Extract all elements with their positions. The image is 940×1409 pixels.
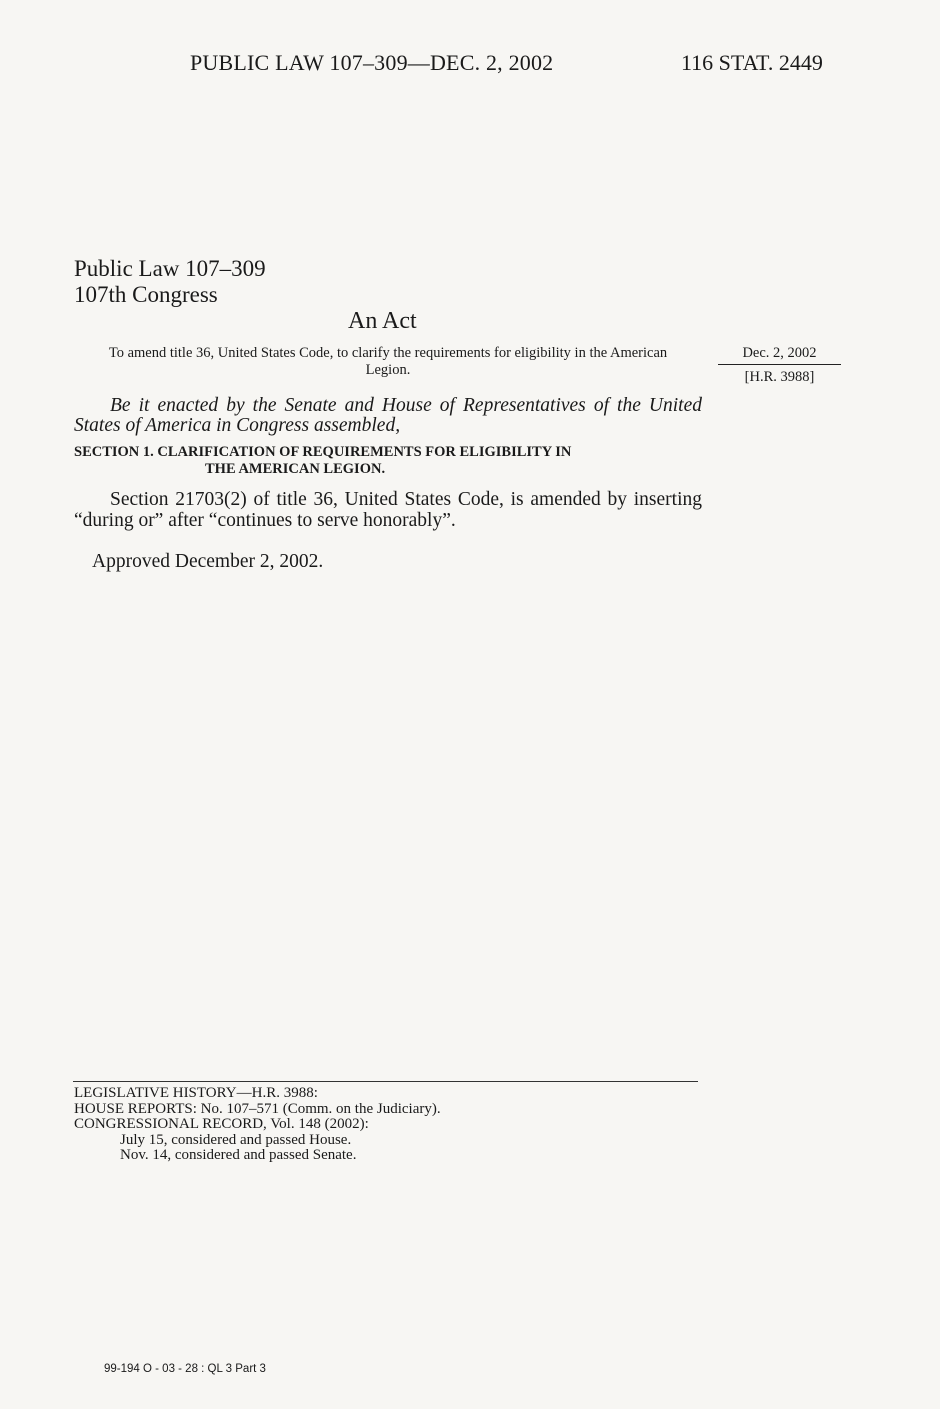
house-reports: HOUSE REPORTS: No. 107–571 (Comm. on the Judiciary).	[74, 1100, 441, 1117]
approval-date: Approved December 2, 2002.	[92, 551, 324, 572]
running-head-law-date: PUBLIC LAW 107–309—DEC. 2, 2002	[190, 50, 554, 75]
history-divider	[73, 1081, 698, 1082]
section-body: Section 21703(2) of title 36, United States Code, is amended by inserting “during or” after “continues to serve honorably”.	[74, 489, 702, 531]
law-number: Public Law 107–309	[74, 256, 266, 281]
congress-number: 107th Congress	[74, 282, 218, 307]
history-entry: July 15, considered and passed House.	[120, 1131, 352, 1148]
congressional-record: CONGRESSIONAL RECORD, Vol. 148 (2002):	[74, 1116, 369, 1132]
section-heading-line-2: THE AMERICAN LEGION.	[205, 461, 386, 477]
print-code: 99-194 O - 03 - 28 : QL 3 Part 3	[104, 1363, 266, 1375]
statute-page-number: 116 STAT. 2449	[681, 50, 823, 75]
act-title: An Act	[348, 308, 417, 334]
margin-note	[718, 345, 841, 386]
history-title: LEGISLATIVE HISTORY—H.R. 3988:	[74, 1085, 318, 1101]
margin-date: Dec. 2, 2002	[718, 345, 841, 365]
section-heading	[74, 444, 706, 478]
purpose-statement: To amend title 36, United States Code, to clarify the requirements for eligibility in the American Legion.	[108, 345, 668, 378]
history-entry: Nov. 14, considered and passed Senate.	[120, 1147, 357, 1163]
section-heading-line-1: SECTION 1. CLARIFICATION OF REQUIREMENTS FOR ELIGIBILITY IN	[74, 444, 572, 460]
enacting-clause: Be it enacted by the Senate and House of Representatives of the United States of America in Congress assembled,	[74, 395, 702, 436]
margin-bill-number: [H.R. 3988]	[744, 369, 815, 385]
legislative-history	[74, 1086, 441, 1164]
